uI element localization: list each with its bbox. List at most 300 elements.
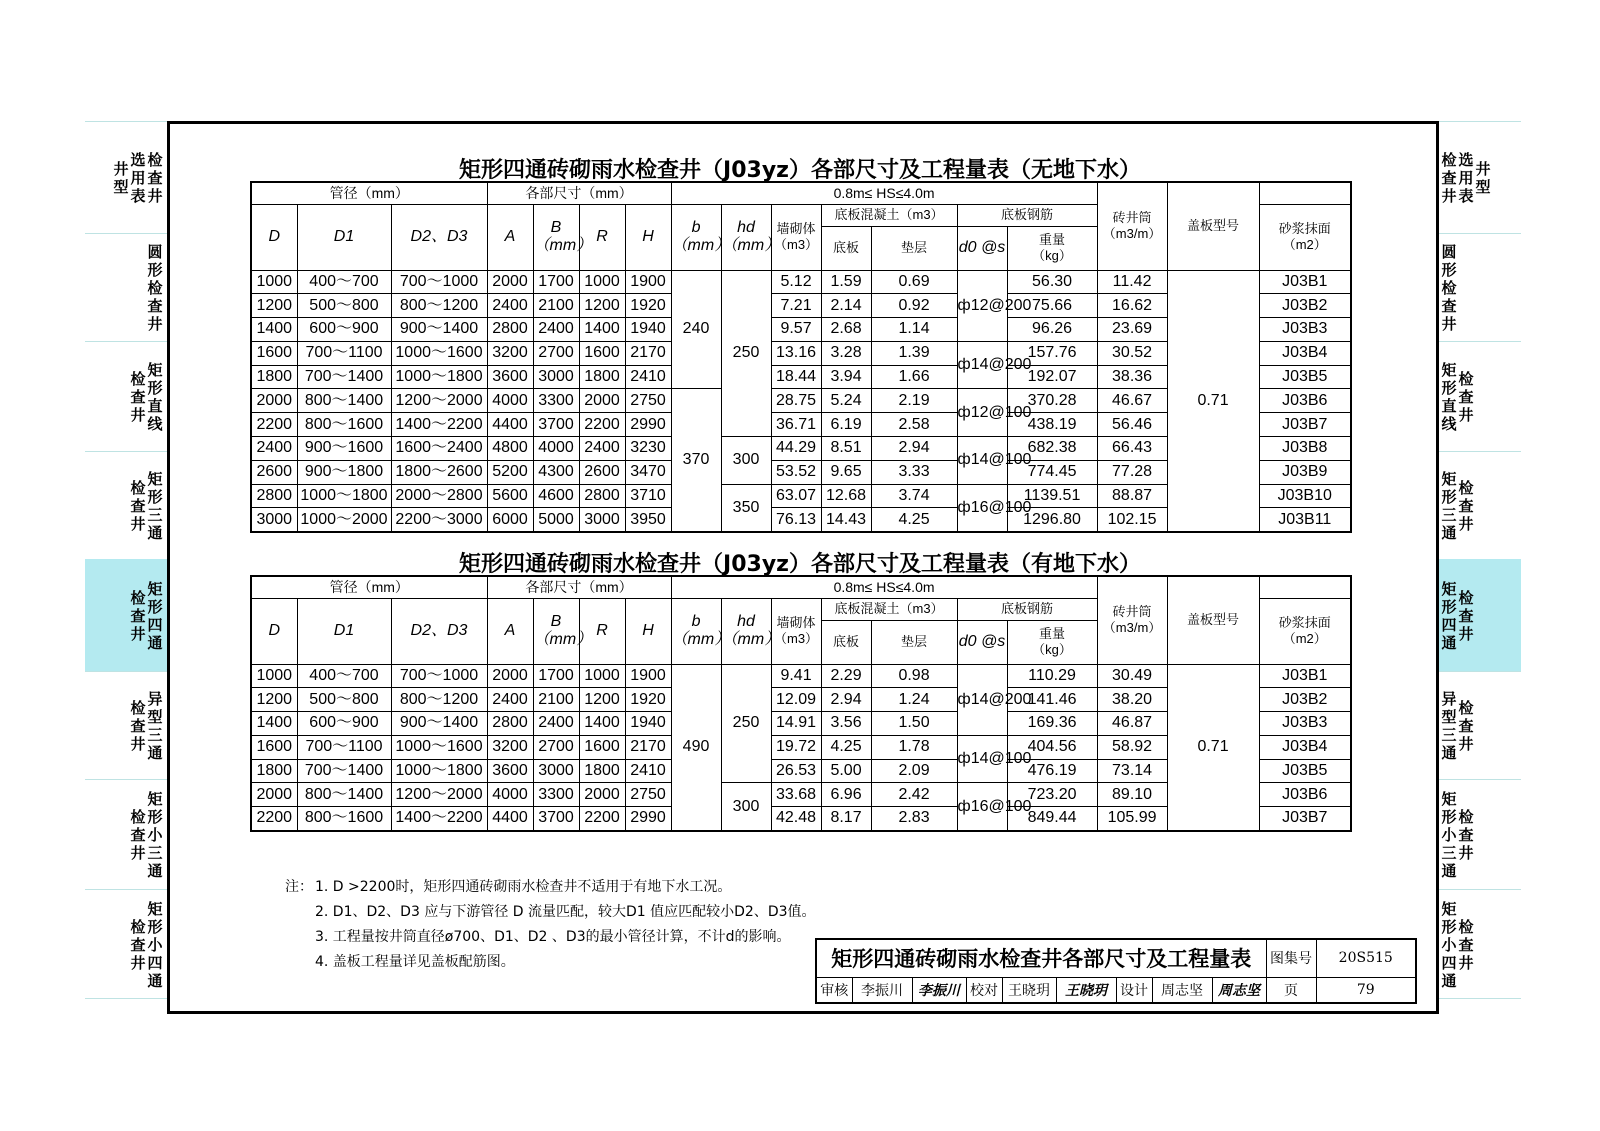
cell: 2410 xyxy=(625,365,671,389)
header-brick-shaft: 砖井筒 （m3/m） xyxy=(1097,576,1167,664)
cell: 5.12 xyxy=(771,270,821,294)
cell: 8.51 xyxy=(821,437,871,461)
cell: 900～1600 xyxy=(297,437,391,461)
cell: 900～1400 xyxy=(391,318,487,342)
side-tab-label: 选用表 xyxy=(1458,151,1474,205)
cell-b: 490 xyxy=(671,664,721,831)
cell: 42.48 xyxy=(771,807,821,831)
cell: 3200 xyxy=(487,735,533,759)
side-tab-label: 矩形小四通 xyxy=(1441,900,1457,990)
cell: 3200 xyxy=(487,341,533,365)
cell: 5.24 xyxy=(821,389,871,413)
cell: 4000 xyxy=(487,783,533,807)
cell: 1000～1800 xyxy=(297,484,391,508)
cell-cover: J03B10 xyxy=(1259,484,1351,508)
cell: 1000 xyxy=(579,270,625,294)
cell: 30.49 xyxy=(1097,664,1167,688)
cell: 1400 xyxy=(251,318,297,342)
cell: 2700 xyxy=(533,341,579,365)
cell: 33.68 xyxy=(771,783,821,807)
cell: 500～800 xyxy=(297,294,391,318)
cell: 2200～3000 xyxy=(391,508,487,532)
cell: 370.28 xyxy=(1007,389,1097,413)
cell: 2750 xyxy=(625,783,671,807)
cell: 3950 xyxy=(625,508,671,532)
cell: 4000 xyxy=(533,437,579,461)
atlas-number: 20S515 xyxy=(1316,939,1416,977)
header-d0s: d0 @s xyxy=(957,620,1007,664)
cell: 1200 xyxy=(579,688,625,712)
cell: 5200 xyxy=(487,460,533,484)
cell: 19.72 xyxy=(771,735,821,759)
side-tab-label: 检查井 xyxy=(130,370,146,424)
cell: 2100 xyxy=(533,294,579,318)
side-tab[interactable] xyxy=(1439,671,1521,779)
cell: 192.07 xyxy=(1007,365,1097,389)
cell: 800～1400 xyxy=(297,783,391,807)
cell: 2400 xyxy=(533,318,579,342)
cell: 1296.80 xyxy=(1007,508,1097,532)
cell: 2800 xyxy=(487,318,533,342)
cell: 1600 xyxy=(579,341,625,365)
side-tab-label: 矩形四通 xyxy=(147,580,163,652)
cell-cover: J03B6 xyxy=(1259,783,1351,807)
header-concrete: 底板混凝土（m3） xyxy=(821,598,957,620)
cell-cover: J03B3 xyxy=(1259,712,1351,736)
header-a: A xyxy=(487,598,533,664)
side-tab[interactable] xyxy=(85,671,167,779)
side-tab-label: 检查井 xyxy=(1458,370,1474,424)
cell-rebar: ф14@100 xyxy=(957,437,1007,485)
cell: 1900 xyxy=(625,270,671,294)
header-b-unit: （mm） xyxy=(671,631,731,648)
cell: 2600 xyxy=(251,460,297,484)
side-tab[interactable] xyxy=(1439,341,1521,451)
cell-hd: 350 xyxy=(721,484,771,532)
header-base: 底板 xyxy=(821,226,871,270)
cell: 1200 xyxy=(251,688,297,712)
cell: 53.52 xyxy=(771,460,821,484)
cell: 3.28 xyxy=(821,341,871,365)
cell: 2.83 xyxy=(871,807,957,831)
cell: 2.09 xyxy=(871,759,957,783)
side-tab-label: 井型 xyxy=(113,160,129,196)
cell: 1400～2200 xyxy=(391,413,487,437)
header-weight-unit: （kg） xyxy=(1032,642,1072,657)
cell: 28.75 xyxy=(771,389,821,413)
cell: 1000～1800 xyxy=(391,365,487,389)
header-mortar-unit: （m2） xyxy=(1282,631,1327,646)
page-number: 79 xyxy=(1316,977,1416,1003)
cell-shaft: 0.71 xyxy=(1167,664,1259,831)
cell: 1000 xyxy=(251,664,297,688)
header-b-unit: （mm） xyxy=(671,237,731,254)
drawing-title: 矩形四通砖砌雨水检查井各部尺寸及工程量表 xyxy=(816,939,1266,977)
cell: 26.53 xyxy=(771,759,821,783)
side-tab[interactable] xyxy=(1439,779,1521,889)
cell: 9.41 xyxy=(771,664,821,688)
cell: 105.99 xyxy=(1097,807,1167,831)
side-tab-label: 检查井 xyxy=(147,151,163,205)
cell: 3000 xyxy=(579,508,625,532)
header-weight-unit: （kg） xyxy=(1032,248,1072,263)
cell: 2000 xyxy=(487,270,533,294)
cell: 36.71 xyxy=(771,413,821,437)
cell: 700～1100 xyxy=(297,735,391,759)
cell: 30.52 xyxy=(1097,341,1167,365)
header-d0s: d0 @s xyxy=(957,226,1007,270)
review-label: 审核 xyxy=(816,977,852,1003)
cell: 3600 xyxy=(487,759,533,783)
cell: 1.50 xyxy=(871,712,957,736)
cell: 1800～2600 xyxy=(391,460,487,484)
cell: 800～1200 xyxy=(391,294,487,318)
left-side-tabs xyxy=(85,121,167,999)
side-tab-label: 检查井 xyxy=(1458,808,1474,862)
side-tab-label: 圆形检查井 xyxy=(147,243,163,333)
side-tab-label: 检查井 xyxy=(1458,699,1474,753)
cell: 3.56 xyxy=(821,712,871,736)
side-tab[interactable] xyxy=(85,341,167,451)
header-brick-shaft-unit: （m3/m） xyxy=(1102,620,1162,636)
cell: 2200 xyxy=(579,807,625,831)
cell: 3300 xyxy=(533,389,579,413)
header-d23: D2、D3 xyxy=(391,598,487,664)
cell: 800～1600 xyxy=(297,807,391,831)
cell: 2170 xyxy=(625,341,671,365)
side-tab[interactable] xyxy=(85,559,167,671)
notes xyxy=(285,875,816,975)
side-tab-label: 圆形检查井 xyxy=(1441,243,1457,333)
header-dimensions: 各部尺寸（mm） xyxy=(487,576,671,598)
cell: 2000 xyxy=(579,389,625,413)
cell: 6.96 xyxy=(821,783,871,807)
cell: 2700 xyxy=(533,735,579,759)
cell: 102.15 xyxy=(1097,508,1167,532)
cell: 1200 xyxy=(579,294,625,318)
cell: 4.25 xyxy=(871,508,957,532)
header-hs-range: 0.8m≤ HS≤4.0m xyxy=(671,576,1097,598)
header-r: R xyxy=(579,598,625,664)
note-item: 3. 工程量按井筒直径ø700、D1、D2 、D3的最小管径计算，不计d的影响。 xyxy=(315,929,791,945)
cell: 600～900 xyxy=(297,712,391,736)
side-tab-label: 检查井 xyxy=(130,918,146,972)
cell: 4400 xyxy=(487,413,533,437)
header-cushion: 垫层 xyxy=(871,226,957,270)
side-tab[interactable] xyxy=(1439,889,1521,999)
cell: 2400 xyxy=(533,712,579,736)
header-cover: 盖板型号 xyxy=(1167,576,1259,664)
cell-cover: J03B3 xyxy=(1259,318,1351,342)
cell: 1000～2000 xyxy=(297,508,391,532)
cell: 2990 xyxy=(625,807,671,831)
cell: 2000 xyxy=(251,783,297,807)
cell: 14.43 xyxy=(821,508,871,532)
cell-rebar: ф14@200 xyxy=(957,664,1007,735)
table1-title: 矩形四通砖砌雨水检查井（J03yz）各部尺寸及工程量表（无地下水） xyxy=(459,158,1141,183)
cell-shaft: 0.71 xyxy=(1167,270,1259,532)
cell: 3470 xyxy=(625,460,671,484)
cell: 2000～2800 xyxy=(391,484,487,508)
cell: 0.69 xyxy=(871,270,957,294)
cell: 3710 xyxy=(625,484,671,508)
header-concrete: 底板混凝土（m3） xyxy=(821,204,957,226)
header-d: D xyxy=(251,204,297,270)
cell: 3000 xyxy=(251,508,297,532)
cell: 1900 xyxy=(625,664,671,688)
cell: 1000 xyxy=(251,270,297,294)
cell: 700～1000 xyxy=(391,270,487,294)
header-b-unit: （mm） xyxy=(533,631,593,648)
cell: 1600～2400 xyxy=(391,437,487,461)
cell: 1800 xyxy=(251,759,297,783)
cell: 800～1600 xyxy=(297,413,391,437)
header-dimensions: 各部尺寸（mm） xyxy=(487,182,671,204)
side-tab-label: 异型三通 xyxy=(1441,690,1457,762)
header-wall-unit: （m3） xyxy=(774,237,819,252)
cell-cover: J03B2 xyxy=(1259,294,1351,318)
cell-cover: J03B1 xyxy=(1259,270,1351,294)
cell: 2100 xyxy=(533,688,579,712)
cell: 2200 xyxy=(251,807,297,831)
cell: 1.14 xyxy=(871,318,957,342)
header-mortar: 砂浆抹面 （m2） xyxy=(1259,598,1351,664)
note-item: 4. 盖板工程量详见盖板配筋图。 xyxy=(315,954,515,970)
cell: 849.44 xyxy=(1007,807,1097,831)
side-tab[interactable] xyxy=(85,889,167,999)
cell: 2400 xyxy=(579,437,625,461)
cell: 7.21 xyxy=(771,294,821,318)
cell: 1400 xyxy=(251,712,297,736)
cell: 900～1400 xyxy=(391,712,487,736)
cell-cover: J03B4 xyxy=(1259,735,1351,759)
cell: 1200～2000 xyxy=(391,783,487,807)
cell: 12.68 xyxy=(821,484,871,508)
cell-hd: 300 xyxy=(721,783,771,831)
cell: 1800 xyxy=(579,759,625,783)
cell: 700～1400 xyxy=(297,759,391,783)
cell-cover: J03B2 xyxy=(1259,688,1351,712)
header-hd-unit: （mm） xyxy=(721,237,781,254)
checker-name: 王晓玥 xyxy=(1002,977,1056,1003)
cell: 1940 xyxy=(625,318,671,342)
cell: 2800 xyxy=(579,484,625,508)
cell: 476.19 xyxy=(1007,759,1097,783)
cell: 2000 xyxy=(579,783,625,807)
cell: 6000 xyxy=(487,508,533,532)
cell-b: 240 xyxy=(671,270,721,389)
cell: 2400 xyxy=(487,688,533,712)
header-rebar: 底板钢筋 xyxy=(957,204,1097,226)
cell: 96.26 xyxy=(1007,318,1097,342)
cell: 1200～2000 xyxy=(391,389,487,413)
header-hs-range: 0.8m≤ HS≤4.0m xyxy=(671,182,1097,204)
cell: 46.87 xyxy=(1097,712,1167,736)
side-tab[interactable] xyxy=(1439,233,1521,341)
cell: 4000 xyxy=(487,389,533,413)
right-side-tabs xyxy=(1439,121,1521,999)
designer-signature: 周志坚 xyxy=(1212,977,1266,1003)
cell: 169.36 xyxy=(1007,712,1097,736)
cell: 1800 xyxy=(579,365,625,389)
cell: 3000 xyxy=(533,759,579,783)
side-tab[interactable] xyxy=(1439,451,1521,559)
cell: 1000～1600 xyxy=(391,735,487,759)
cell: 404.56 xyxy=(1007,735,1097,759)
cell: 56.30 xyxy=(1007,270,1097,294)
cell: 2990 xyxy=(625,413,671,437)
cell: 44.29 xyxy=(771,437,821,461)
cell: 3.74 xyxy=(871,484,957,508)
header-a: A xyxy=(487,204,533,270)
cell: 900～1800 xyxy=(297,460,391,484)
cell: 0.92 xyxy=(871,294,957,318)
cell: 2200 xyxy=(579,413,625,437)
cell: 110.29 xyxy=(1007,664,1097,688)
cell: 1.24 xyxy=(871,688,957,712)
cell: 38.20 xyxy=(1097,688,1167,712)
header-hd: hd （mm） xyxy=(721,204,771,270)
side-tab-label: 矩形直线 xyxy=(147,361,163,433)
cell-rebar: ф12@200 xyxy=(957,270,1007,341)
atlas-label: 图集号 xyxy=(1266,939,1316,977)
header-hd: hd （mm） xyxy=(721,598,771,664)
header-h: H xyxy=(625,598,671,664)
cell: 16.62 xyxy=(1097,294,1167,318)
cell: 1920 xyxy=(625,688,671,712)
cell: 400～700 xyxy=(297,270,391,294)
cell: 1000～1800 xyxy=(391,759,487,783)
cell: 1000 xyxy=(579,664,625,688)
side-tab[interactable] xyxy=(85,233,167,341)
cell-rebar: ф14@200 xyxy=(957,341,1007,389)
cell: 3600 xyxy=(487,365,533,389)
cell: 700～1000 xyxy=(391,664,487,688)
cell: 774.45 xyxy=(1007,460,1097,484)
header-r: R xyxy=(579,204,625,270)
cell-cover: J03B11 xyxy=(1259,508,1351,532)
side-tab[interactable] xyxy=(85,779,167,889)
side-tab[interactable] xyxy=(85,451,167,559)
cell-cover: J03B7 xyxy=(1259,807,1351,831)
side-tab[interactable] xyxy=(85,121,167,233)
side-tab-label: 检查井 xyxy=(1441,151,1457,205)
header-pipe-diameter: 管径（mm） xyxy=(251,576,487,598)
side-tab-label: 检查井 xyxy=(1458,589,1474,643)
side-tab-label: 矩形小四通 xyxy=(147,900,163,990)
reviewer-name: 李振川 xyxy=(852,977,912,1003)
header-wall-unit: （m3） xyxy=(774,631,819,646)
header-rebar: 底板钢筋 xyxy=(957,598,1097,620)
cell: 76.13 xyxy=(771,508,821,532)
cell: 38.36 xyxy=(1097,365,1167,389)
cell-rebar: ф16@100 xyxy=(957,783,1007,831)
table1 xyxy=(250,181,1352,533)
cell: 58.92 xyxy=(1097,735,1167,759)
cell: 4400 xyxy=(487,807,533,831)
header-brick-shaft: 砖井筒 （m3/m） xyxy=(1097,182,1167,270)
side-tab-label: 矩形三通 xyxy=(1441,470,1457,542)
cell: 4600 xyxy=(533,484,579,508)
header-b: B （mm） xyxy=(533,204,579,270)
header-cushion: 垫层 xyxy=(871,620,957,664)
cell: 13.16 xyxy=(771,341,821,365)
cell: 3700 xyxy=(533,413,579,437)
side-tab-label: 检查井 xyxy=(130,808,146,862)
side-tab-label: 检查井 xyxy=(130,479,146,533)
header-hd-unit: （mm） xyxy=(721,631,781,648)
cell: 2.94 xyxy=(871,437,957,461)
cell: 75.66 xyxy=(1007,294,1097,318)
header-pipe-diameter: 管径（mm） xyxy=(251,182,487,204)
cell: 1600 xyxy=(251,341,297,365)
cell-hd: 250 xyxy=(721,664,771,783)
side-tab-label: 检查井 xyxy=(130,699,146,753)
cell: 4.25 xyxy=(821,735,871,759)
header-b-unit: （mm） xyxy=(533,237,593,254)
cell: 1800 xyxy=(251,365,297,389)
side-tab-label: 矩形四通 xyxy=(1441,580,1457,652)
cell: 700～1100 xyxy=(297,341,391,365)
cell: 9.57 xyxy=(771,318,821,342)
cell: 1.66 xyxy=(871,365,957,389)
table2 xyxy=(250,575,1352,832)
cell: 1400 xyxy=(579,318,625,342)
cell-cover: J03B6 xyxy=(1259,389,1351,413)
cell: 4800 xyxy=(487,437,533,461)
cell: 700～1400 xyxy=(297,365,391,389)
cell: 141.46 xyxy=(1007,688,1097,712)
cell: 23.69 xyxy=(1097,318,1167,342)
cell: 1600 xyxy=(579,735,625,759)
cell: 2.58 xyxy=(871,413,957,437)
cell: 63.07 xyxy=(771,484,821,508)
side-tab[interactable] xyxy=(1439,121,1521,233)
cell: 157.76 xyxy=(1007,341,1097,365)
cell-cover: J03B7 xyxy=(1259,413,1351,437)
side-tab[interactable] xyxy=(1439,559,1521,671)
cell: 2400 xyxy=(487,294,533,318)
designer-name: 周志坚 xyxy=(1152,977,1212,1003)
design-label: 设计 xyxy=(1116,977,1152,1003)
cell: 73.14 xyxy=(1097,759,1167,783)
cell: 6.19 xyxy=(821,413,871,437)
cell: 3000 xyxy=(533,365,579,389)
cell: 2000 xyxy=(251,389,297,413)
header-base: 底板 xyxy=(821,620,871,664)
cell-rebar: ф16@100 xyxy=(957,484,1007,532)
cell: 2.29 xyxy=(821,664,871,688)
cell-rebar: ф14@100 xyxy=(957,735,1007,783)
cell: 2.94 xyxy=(821,688,871,712)
side-tab-label: 矩形小三通 xyxy=(1441,790,1457,880)
cell: 2400 xyxy=(251,437,297,461)
cell: 8.17 xyxy=(821,807,871,831)
cell: 438.19 xyxy=(1007,413,1097,437)
side-tab-label: 检查井 xyxy=(130,589,146,643)
header-brick-shaft-unit: （m3/m） xyxy=(1102,226,1162,242)
cell: 3300 xyxy=(533,783,579,807)
cell: 18.44 xyxy=(771,365,821,389)
header-d23: D2、D3 xyxy=(391,204,487,270)
title-block xyxy=(815,938,1417,1004)
cell: 1200 xyxy=(251,294,297,318)
cell: 2.14 xyxy=(821,294,871,318)
cell-rebar: ф12@100 xyxy=(957,389,1007,437)
header-weight: 重量 （kg） xyxy=(1007,226,1097,270)
cell: 1700 xyxy=(533,664,579,688)
cell: 5600 xyxy=(487,484,533,508)
